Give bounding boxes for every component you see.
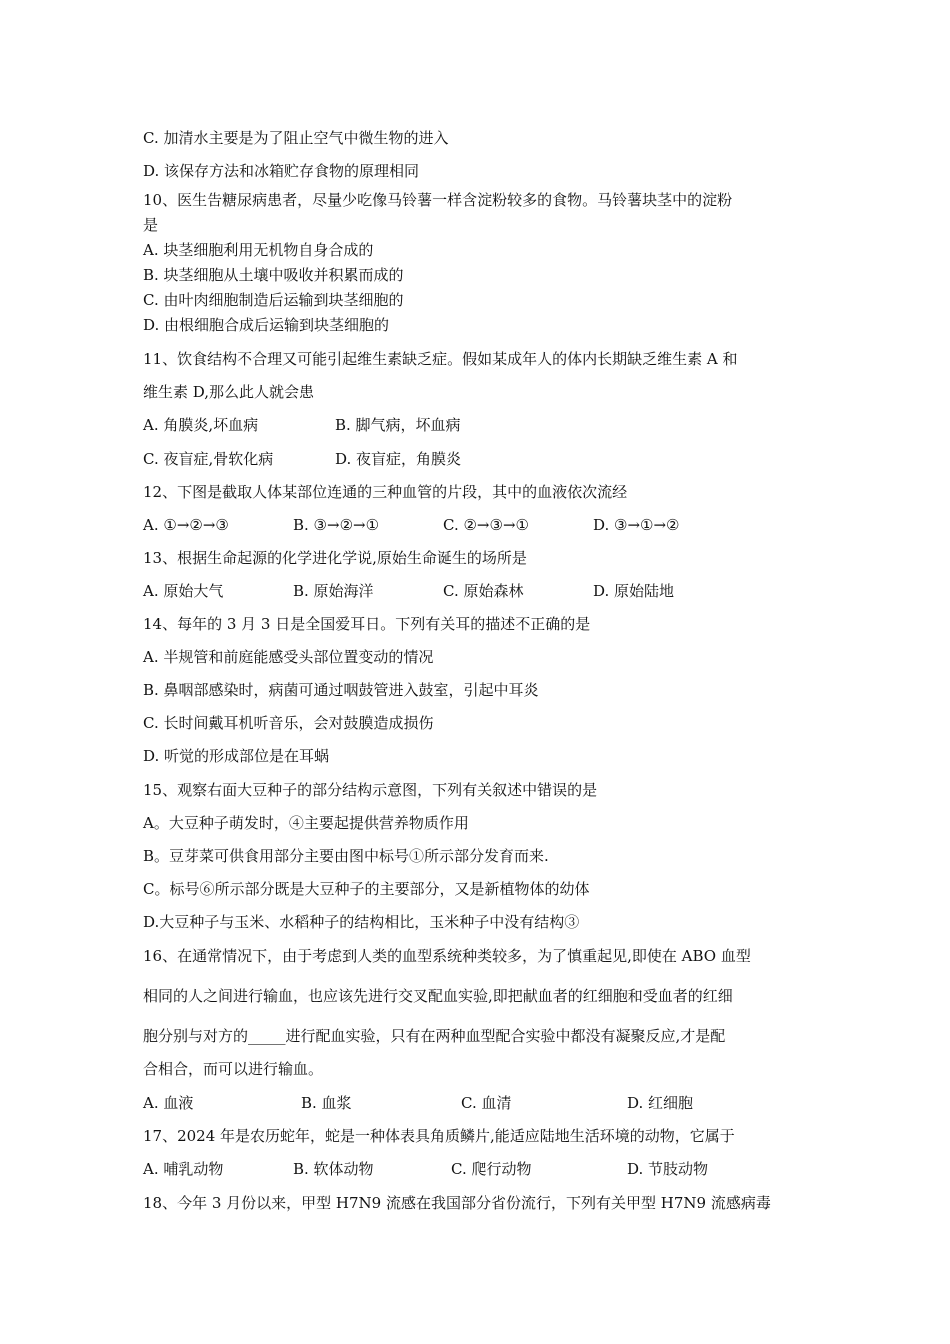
q12-option-d: D. ③→①→②: [593, 516, 680, 534]
q15-option-b: B。豆芽菜可供食用部分主要由图中标号①所示部分发育而来.: [143, 847, 549, 865]
q17-option-d: D. 节肢动物: [627, 1160, 709, 1178]
q16-stem-line4: 合相合，而可以进行输血。: [143, 1060, 324, 1078]
q10-option-c: C. 由叶肉细胞制造后运输到块茎细胞的: [143, 291, 404, 309]
q14-option-d: D. 听觉的形成部位是在耳蜗: [143, 747, 330, 765]
q15-option-a: A。大豆种子萌发时，④主要起提供营养物质作用: [143, 814, 469, 832]
q17-stem: 17、2024 年是农历蛇年，蛇是一种体表具角质鳞片,能适应陆地生活环境的动物，它属于: [143, 1127, 735, 1145]
q11-option-a: A. 角膜炎,坏血病: [143, 416, 259, 434]
q11-stem-line2: 维生素 D,那么此人就会患: [143, 383, 315, 401]
q15-option-c: C。标号⑥所示部分既是大豆种子的主要部分，又是新植物体的幼体: [143, 880, 590, 898]
q11-option-c: C. 夜盲症,骨软化病: [143, 450, 274, 468]
q10-stem-line2: 是: [143, 216, 159, 234]
q10-option-a: A. 块茎细胞利用无机物自身合成的: [143, 241, 374, 259]
q13-option-b: B. 原始海洋: [293, 582, 374, 600]
q14-option-b: B. 鼻咽部感染时，病菌可通过咽鼓管进入鼓室，引起中耳炎: [143, 681, 539, 699]
q14-option-c: C. 长时间戴耳机听音乐，会对鼓膜造成损伤: [143, 714, 434, 732]
q12-stem: 12、下图是截取人体某部位连通的三种血管的片段，其中的血液依次流经: [143, 483, 628, 501]
q17-option-b: B. 软体动物: [293, 1160, 374, 1178]
q14-stem: 14、每年的 3 月 3 日是全国爱耳日。下列有关耳的描述不正确的是: [143, 615, 591, 633]
q10-option-b: B. 块茎细胞从土壤中吸收并积累而成的: [143, 266, 404, 284]
q9-option-d: D. 该保存方法和冰箱贮存食物的原理相同: [143, 162, 420, 180]
q17-option-c: C. 爬行动物: [451, 1160, 532, 1178]
q16-option-b: B. 血浆: [301, 1094, 352, 1112]
q16-option-a: A. 血液: [143, 1094, 194, 1112]
q16-option-d: D. 红细胞: [627, 1094, 694, 1112]
q17-option-a: A. 哺乳动物: [143, 1160, 224, 1178]
q18-stem: 18、今年 3 月份以来，甲型 H7N9 流感在我国部分省份流行，下列有关甲型 H7N9 流感病毒: [143, 1194, 771, 1212]
q16-stem-line3: 胞分别与对方的_____进行配血实验，只有在两种血型配合实验中都没有凝聚反应,才是配: [143, 1027, 726, 1045]
q10-stem-line1: 10、医生告糖尿病患者，尽量少吃像马铃薯一样含淀粉较多的食物。马铃薯块茎中的淀粉: [143, 191, 733, 209]
q13-option-c: C. 原始森林: [443, 582, 524, 600]
q11-option-b: B. 脚气病，坏血病: [335, 416, 461, 434]
q12-option-c: C. ②→③→①: [443, 516, 529, 534]
q12-option-b: B. ③→②→①: [293, 516, 380, 534]
q13-option-a: A. 原始大气: [143, 582, 224, 600]
q15-stem: 15、观察右面大豆种子的部分结构示意图，下列有关叙述中错误的是: [143, 781, 598, 799]
q13-option-d: D. 原始陆地: [593, 582, 675, 600]
q15-option-d: D.大豆种子与玉米、水稻种子的结构相比，玉米种子中没有结构③: [143, 913, 580, 931]
q16-option-c: C. 血清: [461, 1094, 512, 1112]
q13-stem: 13、根据生命起源的化学进化学说,原始生命诞生的场所是: [143, 549, 527, 567]
q9-option-c: C. 加清水主要是为了阻止空气中微生物的进入: [143, 129, 449, 147]
q14-option-a: A. 半规管和前庭能感受头部位置变动的情况: [143, 648, 434, 666]
q16-stem-line1: 16、在通常情况下，由于考虑到人类的血型系统种类较多，为了慎重起见,即使在 ABO 血型: [143, 947, 751, 965]
q10-option-d: D. 由根细胞合成后运输到块茎细胞的: [143, 316, 390, 334]
q12-option-a: A. ①→②→③: [143, 516, 229, 534]
q11-option-d: D. 夜盲症，角膜炎: [335, 450, 462, 468]
q16-stem-line2: 相同的人之间进行输血，也应该先进行交叉配血实验,即把献血者的红细胞和受血者的红细: [143, 987, 733, 1005]
q11-stem-line1: 11、饮食结构不合理又可能引起维生素缺乏症。假如某成年人的体内长期缺乏维生素 A 和: [143, 350, 738, 368]
